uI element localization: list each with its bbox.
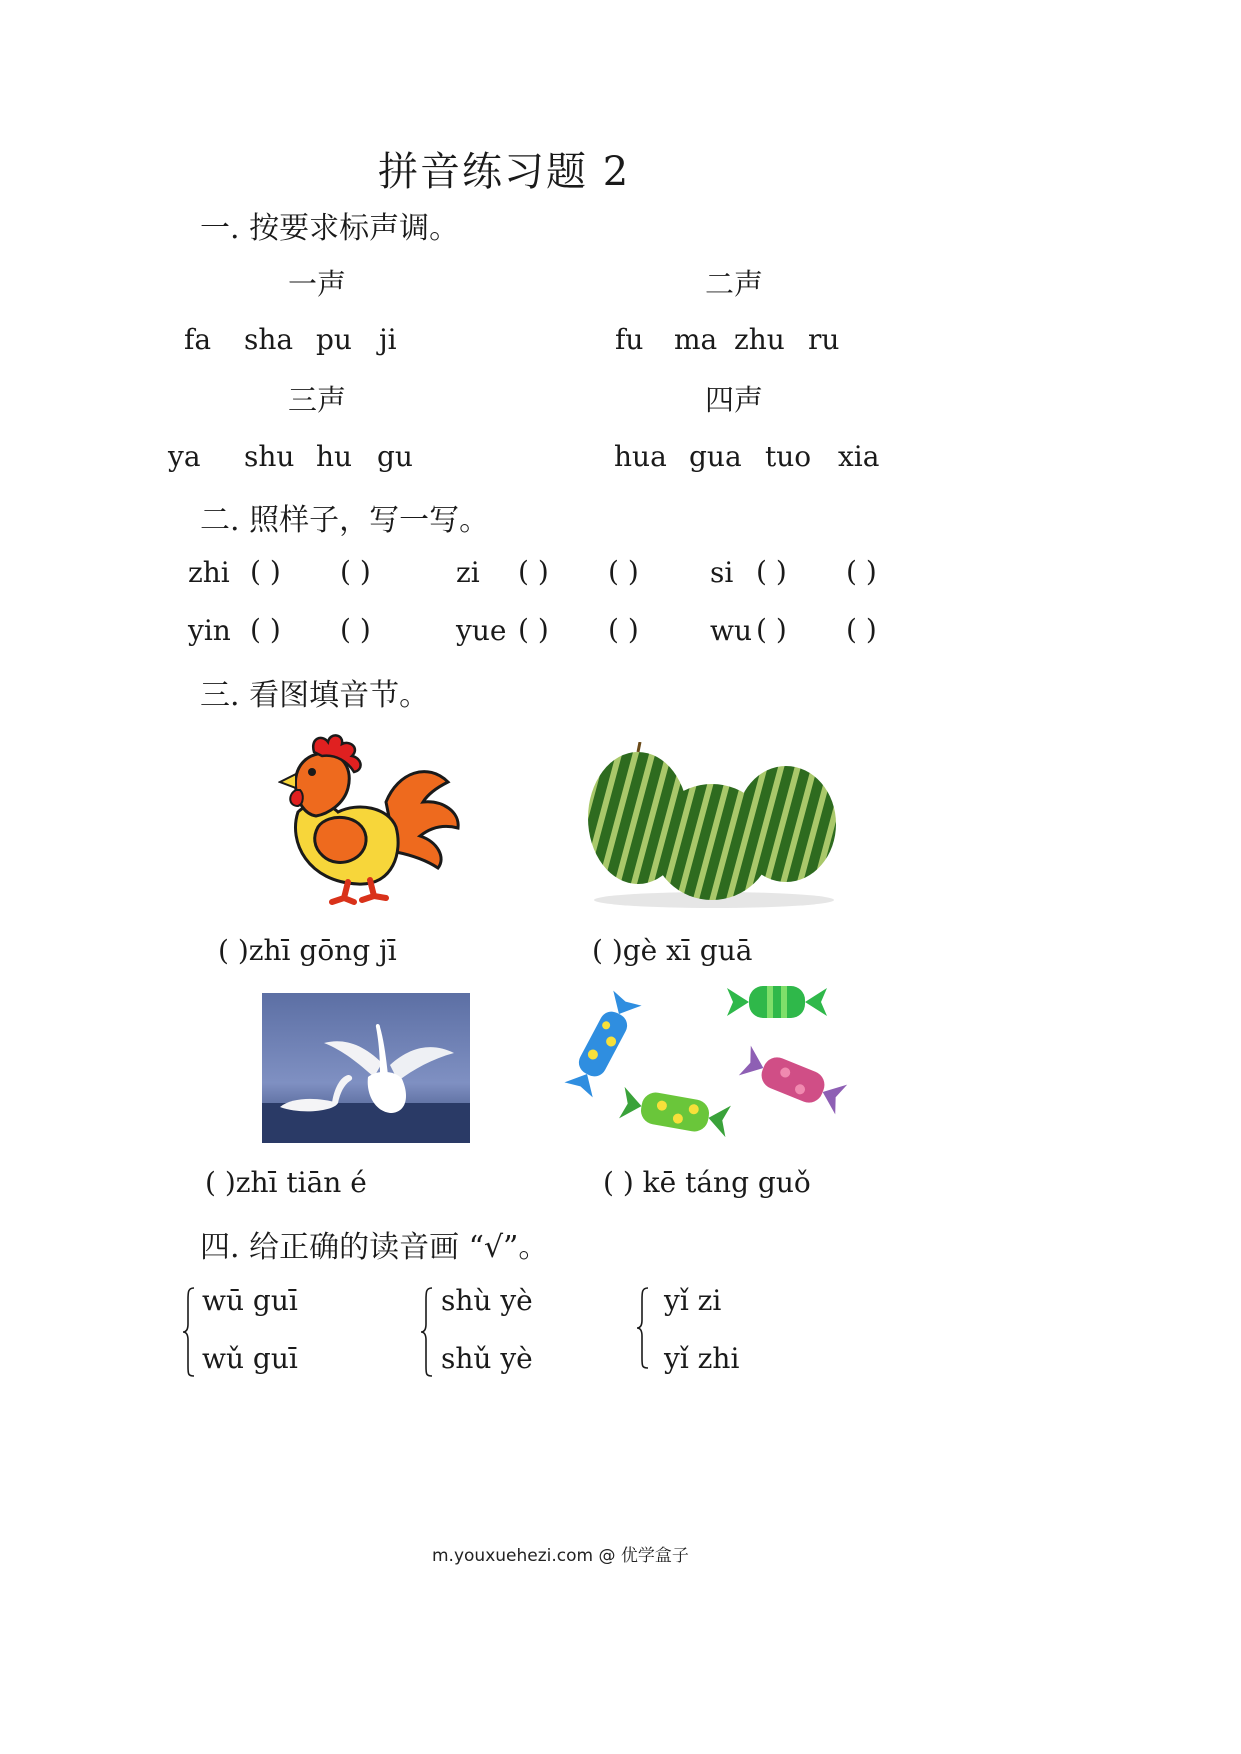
- tone1-word: ji: [379, 323, 397, 356]
- section-2-heading: 二. 照样子，写一写。: [200, 503, 490, 538]
- blank-paren: ( ): [518, 555, 549, 588]
- tone3-word: hu: [316, 440, 353, 473]
- blank-paren: ( ): [340, 555, 371, 588]
- candy-image: [557, 982, 849, 1144]
- picture-answer-rooster: ( )zhī gōng jī: [218, 934, 397, 967]
- tone4-word: tuo: [765, 440, 812, 473]
- tone3-word: ya: [168, 440, 201, 473]
- blank-paren: ( ): [250, 613, 281, 646]
- tone2-word: ru: [808, 323, 840, 356]
- tone1-word: sha: [244, 323, 294, 356]
- tone1-word: pu: [316, 323, 352, 356]
- tone-1-label: 一声: [288, 267, 347, 301]
- syllable-example: yue: [456, 614, 507, 647]
- tone2-word: zhu: [734, 323, 785, 356]
- tone3-word: gu: [377, 440, 413, 473]
- section-3-heading: 三. 看图填音节。: [200, 678, 430, 713]
- blank-paren: ( ): [250, 555, 281, 588]
- tone4-word: gua: [689, 440, 742, 473]
- blank-paren: ( ): [846, 555, 877, 588]
- blank-paren: ( ): [756, 613, 787, 646]
- blank-paren: ( ): [846, 613, 877, 646]
- syllable-example: yin: [188, 614, 231, 647]
- rooster-image: [278, 732, 464, 908]
- picture-answer-watermelon: ( )gè xī guā: [592, 934, 753, 967]
- swan-image: [262, 993, 470, 1143]
- blank-paren: ( ): [608, 555, 639, 588]
- reading-option: wǔ guī: [202, 1342, 298, 1375]
- syllable-example: zi: [456, 556, 480, 589]
- section-1-heading: 一. 按要求标声调。: [200, 211, 460, 246]
- left-brace-icon: [636, 1286, 650, 1370]
- syllable-example: wu: [710, 614, 752, 647]
- tone2-word: ma: [674, 323, 718, 356]
- tone2-word: fu: [615, 323, 644, 356]
- left-brace-icon: [420, 1286, 434, 1378]
- tone3-word: shu: [244, 440, 295, 473]
- tone4-word: hua: [614, 440, 667, 473]
- tone-3-label: 三声: [288, 383, 347, 417]
- blank-paren: ( ): [608, 613, 639, 646]
- reading-option: shù yè: [441, 1284, 533, 1317]
- tone-4-label: 四声: [705, 383, 764, 417]
- blank-paren: ( ): [518, 613, 549, 646]
- tone-2-label: 二声: [705, 267, 764, 301]
- syllable-example: zhi: [188, 556, 230, 589]
- watermelon-image: [586, 742, 842, 910]
- blank-paren: ( ): [340, 613, 371, 646]
- footer-watermark: m.youxuehezi.com @ 优学盒子: [432, 1546, 689, 1566]
- picture-answer-swan: ( )zhī tiān é: [205, 1166, 367, 1199]
- tone1-word: fa: [184, 323, 212, 356]
- picture-answer-candy: ( ) kē táng guǒ: [603, 1166, 811, 1199]
- reading-option: yǐ zhi: [664, 1342, 740, 1375]
- left-brace-icon: [182, 1286, 196, 1378]
- syllable-example: si: [710, 556, 734, 589]
- reading-option: shǔ yè: [441, 1342, 533, 1375]
- section-4-heading: 四. 给正确的读音画 “√”。: [200, 1230, 549, 1265]
- blank-paren: ( ): [756, 555, 787, 588]
- tone4-word: xia: [838, 440, 880, 473]
- page-title: 拼音练习题 2: [378, 149, 631, 195]
- reading-option: yǐ zi: [664, 1284, 722, 1317]
- reading-option: wū guī: [202, 1284, 298, 1317]
